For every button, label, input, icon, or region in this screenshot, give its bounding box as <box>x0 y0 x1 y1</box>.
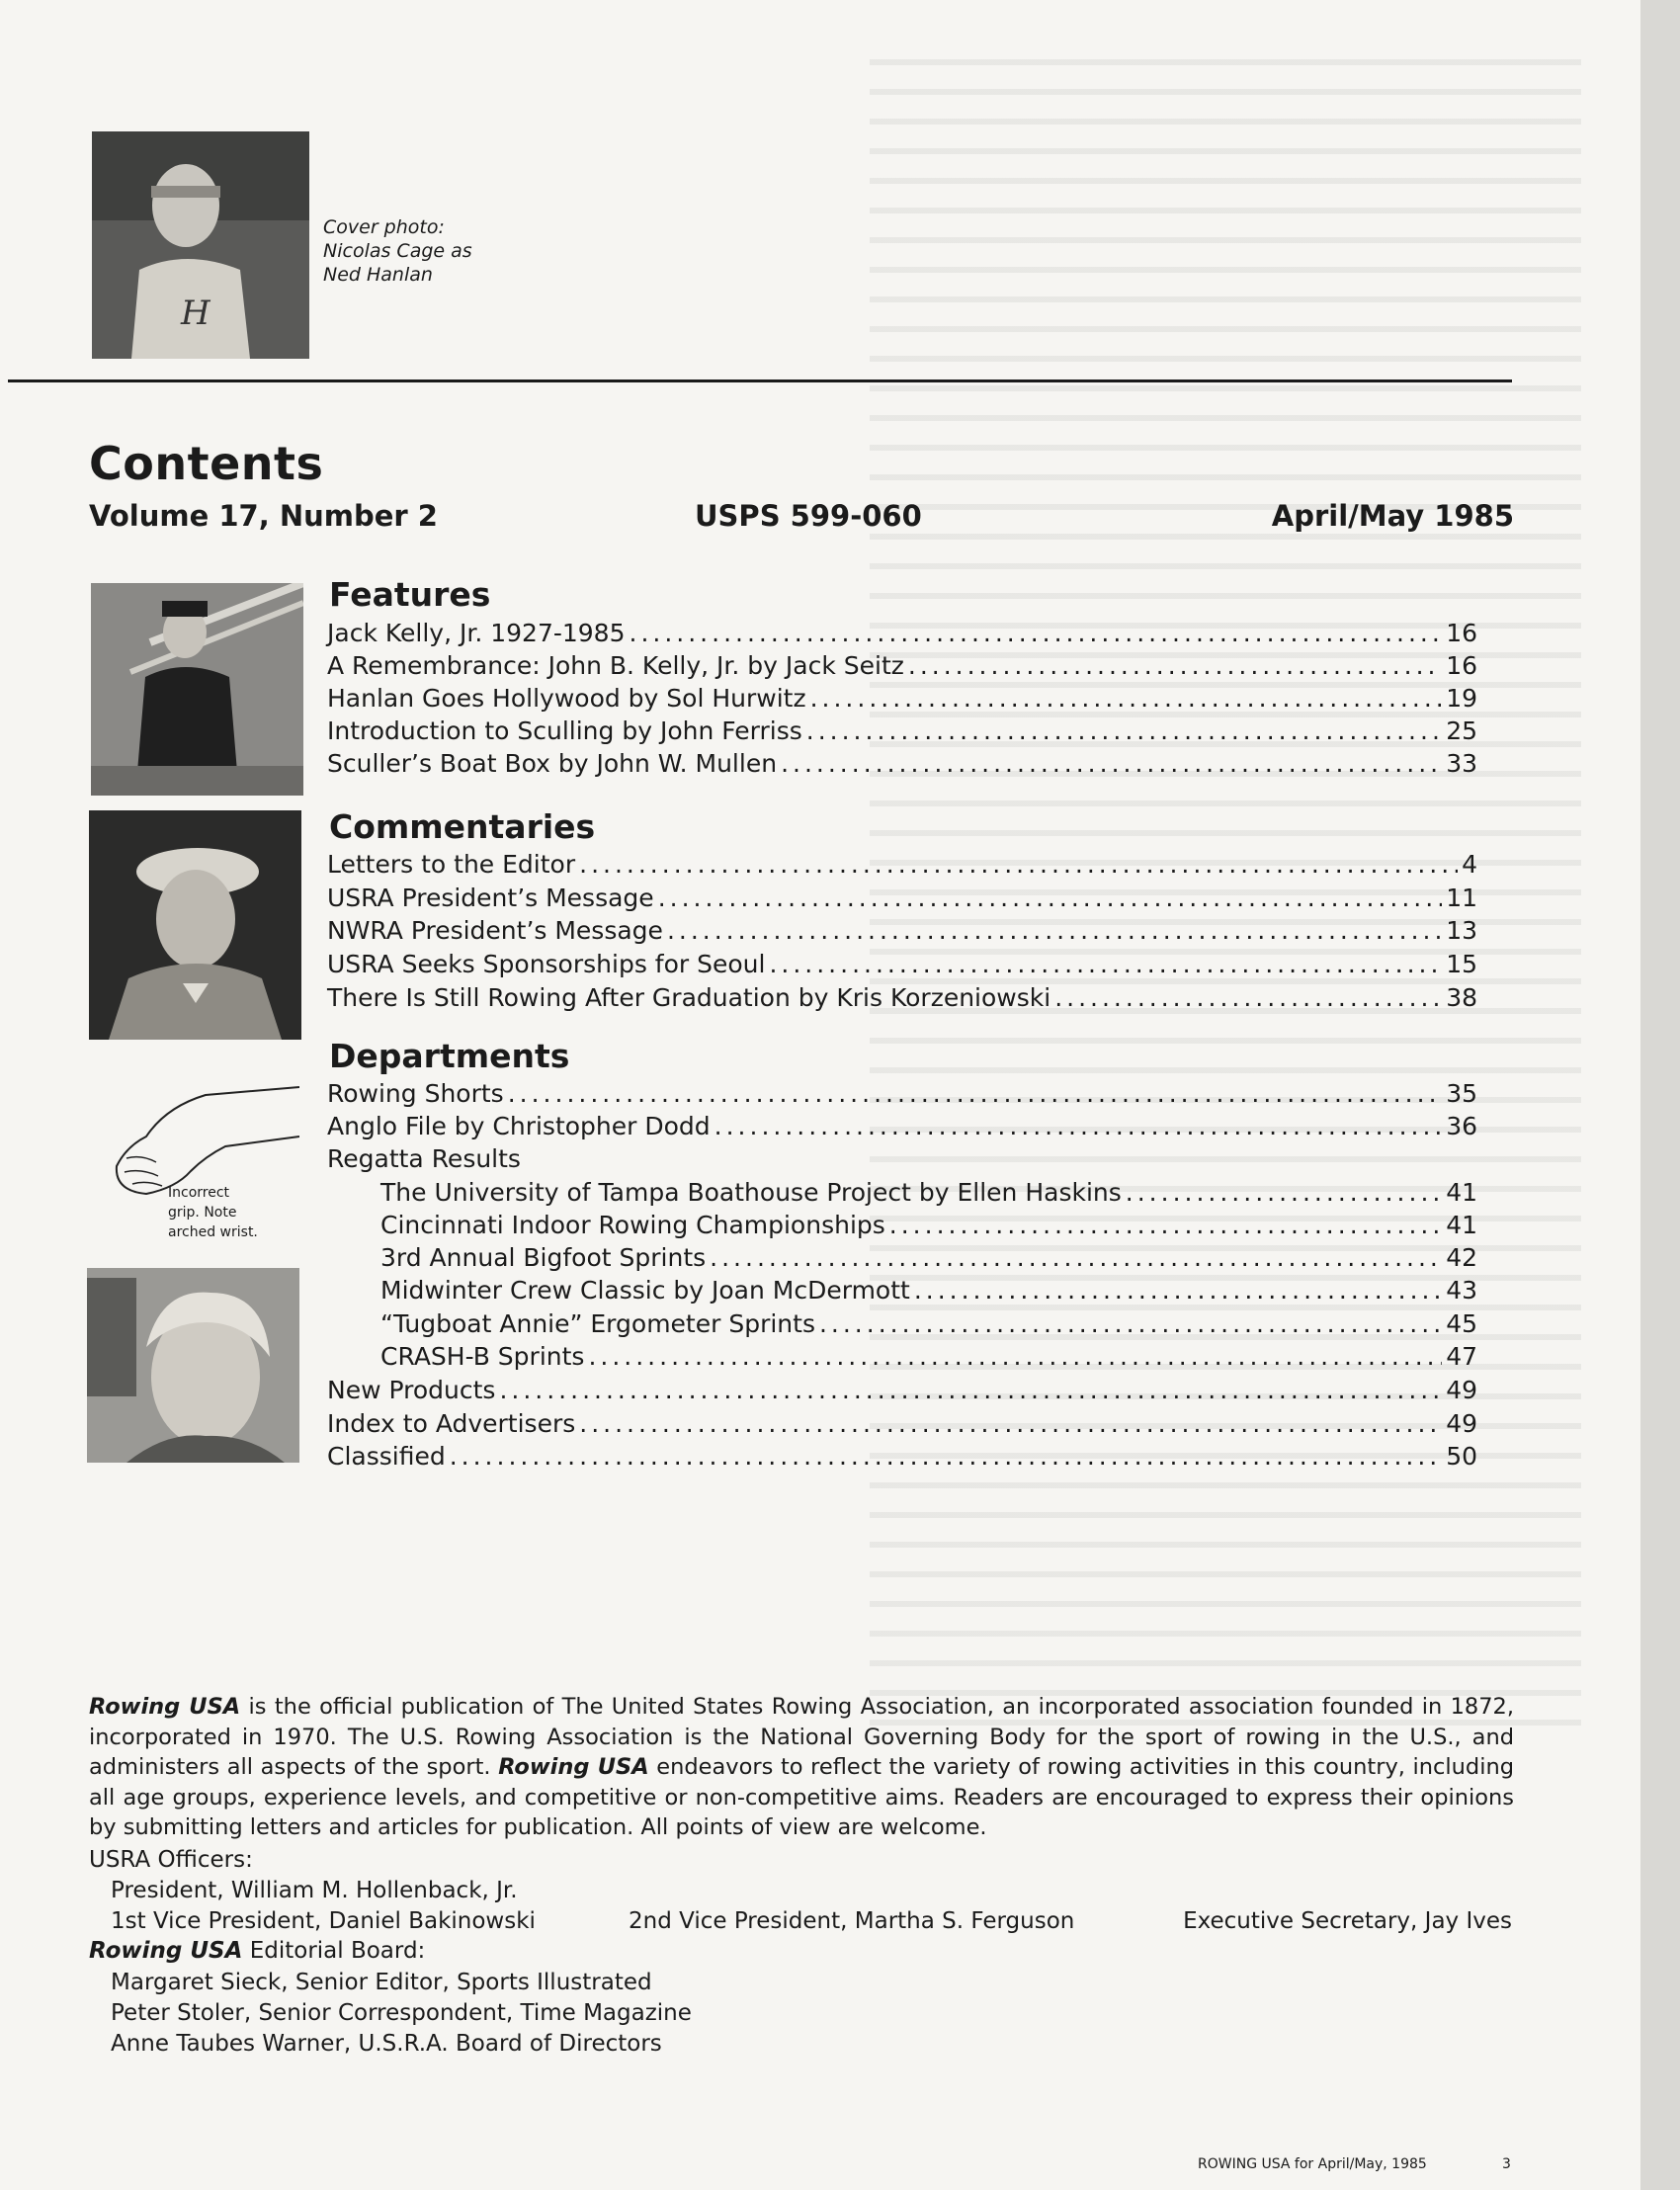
toc-entry[interactable]: Regatta Results <box>327 1144 521 1173</box>
page-number: 3 <box>1502 2156 1511 2172</box>
volume-number: Volume 17, Number 2 <box>89 499 438 533</box>
departments-heading: Departments <box>329 1037 570 1075</box>
grip-caption: Incorrect grip. Note arched wrist. <box>168 1185 258 1240</box>
toc-entry[interactable]: “Tugboat Annie” Ergometer Sprints ..... 45 <box>380 1309 1477 1341</box>
toc-entry[interactable]: Index to Advertisers ..... 49 <box>327 1409 1477 1441</box>
commentaries-heading: Commentaries <box>329 807 596 846</box>
toc-entry[interactable]: The University of Tampa Boathouse Project by Ellen Haskins ..... 41 <box>380 1178 1477 1210</box>
officer-first-vp: 1st Vice President, Daniel Bakinowski <box>111 1908 536 1934</box>
running-footer: ROWING USA for April/May, 1985 <box>1198 2156 1427 2172</box>
officer-president: President, William M. Hollenback, Jr. <box>111 1878 518 1903</box>
toc-entry[interactable]: Letters to the Editor ..... 4 <box>327 850 1477 882</box>
officer-exec-secretary: Executive Secretary, Jay Ives <box>1183 1908 1512 1934</box>
svg-text:H: H <box>181 294 210 333</box>
features-photo <box>91 583 303 796</box>
issue-date: April/May 1985 <box>1271 499 1514 533</box>
page-edge <box>1640 0 1680 2190</box>
toc-entry[interactable]: Classified ..... 50 <box>327 1442 1477 1474</box>
toc-entry[interactable]: Anglo File by Christopher Dodd ..... 36 <box>327 1112 1477 1143</box>
commentaries-photo <box>89 810 301 1040</box>
features-heading: Features <box>329 575 491 614</box>
board-member: Peter Stoler, Senior Correspondent, Time Magazine <box>111 2000 692 2026</box>
toc-entry[interactable]: Midwinter Crew Classic by Joan McDermott ..... 43 <box>380 1276 1477 1307</box>
cover-caption: Cover photo: Nicolas Cage as Ned Hanlan <box>323 216 472 286</box>
publication-statement: Rowing USA is the official publication of The United States Rowing Association, an incorporated association founded in 1872, incorporated in 1970. The U.S. Rowing Association is the National Governing Body for the sport of rowing in the U.S., and administers all aspects of the sport. Rowing USA endeavors to reflect the variety of rowing activities in this country, including all age groups, experience levels, and competitive or non-competitive aims. Readers are encouraged to express their opinions by submitting letters and articles for publication. All points of view are welcome. <box>89 1694 1514 1840</box>
toc-entry[interactable]: USRA Seeks Sponsorships for Seoul ..... 15 <box>327 950 1477 981</box>
toc-entry[interactable]: Introduction to Sculling by John Ferriss ..... 25 <box>327 716 1477 748</box>
toc-entry[interactable]: CRASH-B Sprints ..... 47 <box>380 1342 1477 1374</box>
toc-entry[interactable]: 3rd Annual Bigfoot Sprints ..... 42 <box>380 1243 1477 1275</box>
header-rule <box>8 379 1512 382</box>
toc-entry[interactable]: Sculler’s Boat Box by John W. Mullen ..... 33 <box>327 749 1477 781</box>
toc-entry[interactable]: Jack Kelly, Jr. 1927-1985 ..... 16 <box>327 619 1477 650</box>
board-member: Anne Taubes Warner, U.S.R.A. Board of Directors <box>111 2031 662 2057</box>
toc-entry[interactable]: Cincinnati Indoor Rowing Championships ..... 41 <box>380 1211 1477 1242</box>
toc-entry[interactable]: Hanlan Goes Hollywood by Sol Hurwitz ..... 19 <box>327 684 1477 716</box>
toc-entry[interactable]: New Products ..... 49 <box>327 1376 1477 1407</box>
toc-entry[interactable]: USRA President’s Message ..... 11 <box>327 884 1477 915</box>
page-title: Contents <box>89 437 324 490</box>
usps-number: USPS 599-060 <box>695 499 922 533</box>
board-member: Margaret Sieck, Senior Editor, Sports Illustrated <box>111 1970 652 1995</box>
toc-entry[interactable]: There Is Still Rowing After Graduation by Kris Korzeniowski ..... 38 <box>327 983 1477 1015</box>
toc-entry[interactable]: A Remembrance: John B. Kelly, Jr. by Jack Seitz ..... 16 <box>327 651 1477 683</box>
toc-entry[interactable]: NWRA President’s Message ..... 13 <box>327 916 1477 948</box>
officer-second-vp: 2nd Vice President, Martha S. Ferguson <box>629 1908 1075 1934</box>
departments-photo <box>87 1268 299 1463</box>
editorial-board-heading: Rowing USA Editorial Board: <box>89 1938 426 1964</box>
toc-entry[interactable]: Rowing Shorts ..... 35 <box>327 1079 1477 1111</box>
cover-photo <box>92 131 309 359</box>
officers-heading: USRA Officers: <box>89 1847 253 1873</box>
